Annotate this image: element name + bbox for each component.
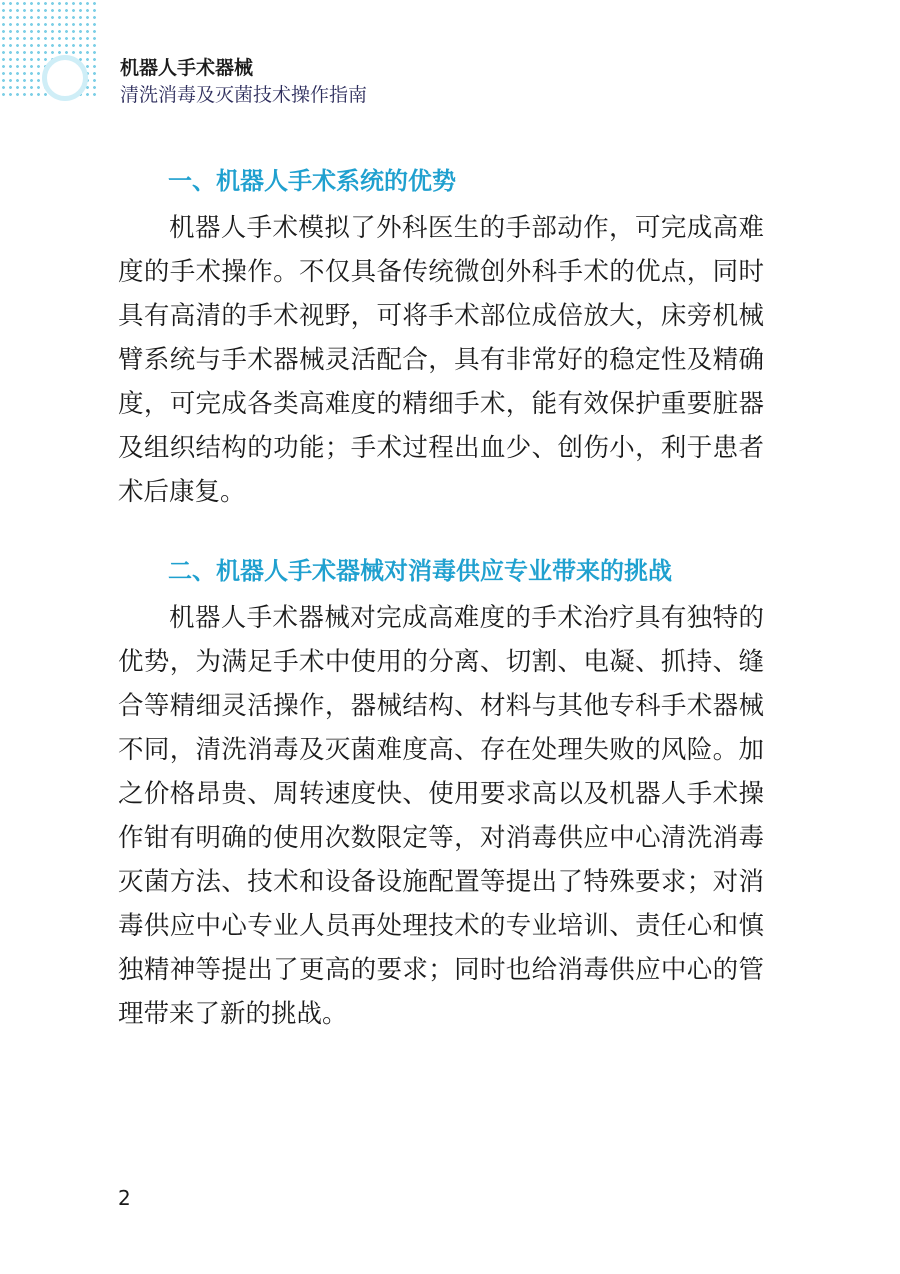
- section-challenges: [118, 548, 764, 1036]
- book-subtitle: 清洗消毒及灭菌技术操作指南: [120, 84, 368, 106]
- section-paragraph: 机器人手术模拟了外科医生的手部动作，可完成高难度的手术操作。不仅具备传统微创外科手术的优点，同时具有高清的手术视野，可将手术部位成倍放大，床旁机械臂系统与手术器械灵活配合，具有非常好的稳定性及精确度，可完成各类高难度的精细手术，能有效保护重要脏器及组织结构的功能；手术过程出血少、创伤小，利于患者术后康复。: [118, 213, 764, 507]
- section-heading: 二、机器人手术器械对消毒供应专业带来的挑战: [168, 557, 672, 585]
- decorative-ring-icon: [42, 55, 88, 101]
- page-content: [118, 158, 764, 1036]
- section-heading: 一、机器人手术系统的优势: [168, 167, 456, 195]
- running-head: [120, 55, 367, 109]
- section-paragraph: 机器人手术器械对完成高难度的手术治疗具有独特的优势，为满足手术中使用的分离、切割、电凝、抓持、缝合等精细灵活操作，器械结构、材料与其他专科手术器械不同，清洗消毒及灭菌难度高、存在处理失败的风险。加之价格昂贵、周转速度快、使用要求高以及机器人手术操作钳有明确的使用次数限定等，对消毒供应中心清洗消毒灭菌方法、技术和设备设施配置等提出了特殊要求；对消毒供应中心专业人员再处理技术的专业培训、责任心和慎独精神等提出了更高的要求；同时也给消毒供应中心的管理带来了新的挑战。: [118, 603, 764, 1029]
- page-number: 2: [118, 1186, 131, 1210]
- book-title: 机器人手术器械: [120, 57, 254, 79]
- section-advantages: [118, 158, 764, 514]
